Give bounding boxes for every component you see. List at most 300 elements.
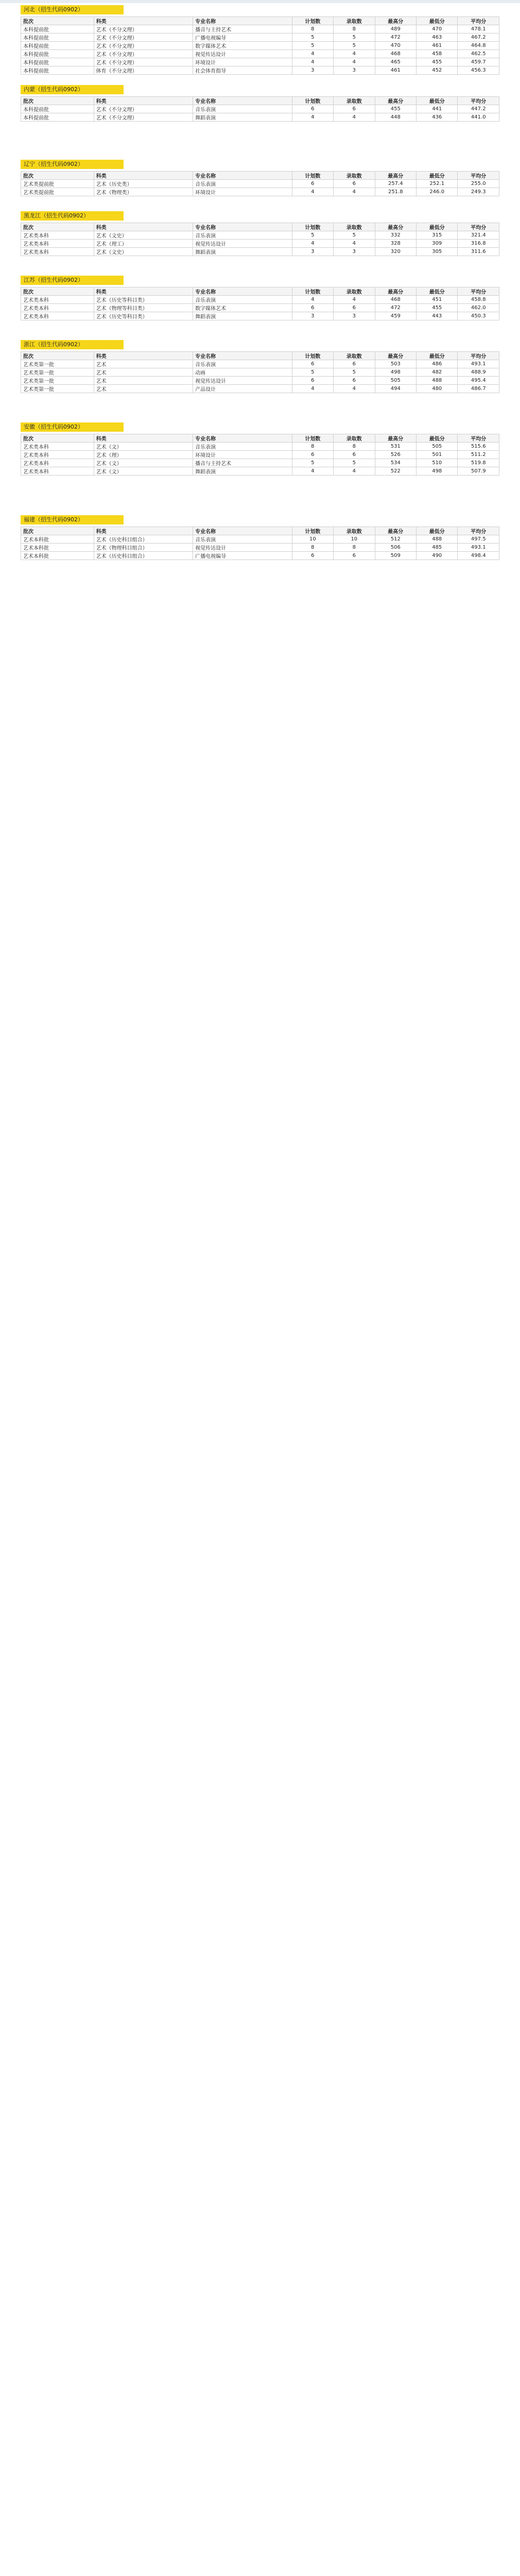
column-header: 计划数 xyxy=(292,352,333,360)
table-cell: 本科提前批 xyxy=(21,105,94,113)
column-header: 最高分 xyxy=(375,17,416,25)
table-cell: 艺术（文） xyxy=(94,443,193,451)
table-cell: 3 xyxy=(292,312,333,320)
top-band xyxy=(0,0,520,3)
column-header: 计划数 xyxy=(292,434,333,443)
table-cell: 视觉传达设计 xyxy=(193,50,292,58)
table-cell: 6 xyxy=(334,360,375,368)
column-header: 最低分 xyxy=(417,527,458,535)
table-cell: 6 xyxy=(334,451,375,459)
table-cell: 489 xyxy=(375,25,416,33)
table-cell: 509 xyxy=(375,552,416,560)
header-row xyxy=(21,352,499,360)
table-cell: 436 xyxy=(417,113,458,122)
table-cell: 6 xyxy=(292,552,333,560)
column-header: 平均分 xyxy=(458,434,499,443)
table-cell: 505 xyxy=(417,443,458,451)
column-header: 录取数 xyxy=(334,352,375,360)
table-cell: 458.8 xyxy=(458,296,499,304)
table-row xyxy=(21,312,499,320)
table-cell: 501 xyxy=(417,451,458,459)
table-cell: 艺术 xyxy=(94,385,193,393)
table-cell: 艺术类本科 xyxy=(21,231,94,240)
table-cell: 515.6 xyxy=(458,443,499,451)
table-cell: 8 xyxy=(334,443,375,451)
table-cell: 316.8 xyxy=(458,240,499,248)
table-cell: 艺术（理） xyxy=(94,451,193,459)
column-header: 批次 xyxy=(21,527,94,535)
column-header: 录取数 xyxy=(334,287,375,296)
table-cell: 455 xyxy=(375,105,416,113)
table-cell: 本科提前批 xyxy=(21,42,94,50)
table-cell: 艺术（不分文理） xyxy=(94,42,193,50)
table-row xyxy=(21,296,499,304)
table-row xyxy=(21,368,499,377)
table-cell: 246.0 xyxy=(417,188,458,196)
table-cell: 255.0 xyxy=(458,180,499,188)
header-row xyxy=(21,527,499,535)
column-header: 平均分 xyxy=(458,527,499,535)
table-row xyxy=(21,188,499,196)
table-cell: 艺术类第一批 xyxy=(21,368,94,377)
column-header: 科类 xyxy=(94,97,193,105)
table-cell: 486 xyxy=(417,360,458,368)
table-row xyxy=(21,58,499,66)
table-cell: 产品设计 xyxy=(193,385,292,393)
table-cell: 249.3 xyxy=(458,188,499,196)
table-cell: 艺术 xyxy=(94,368,193,377)
table-row xyxy=(21,360,499,368)
column-header: 科类 xyxy=(94,17,193,25)
column-header: 平均分 xyxy=(458,223,499,231)
table-cell: 艺术（不分文理） xyxy=(94,58,193,66)
column-header: 最高分 xyxy=(375,527,416,535)
table-cell: 503 xyxy=(375,360,416,368)
table-cell: 4 xyxy=(292,385,333,393)
table-cell: 462.0 xyxy=(458,304,499,312)
table-cell: 5 xyxy=(334,42,375,50)
table-cell: 488.9 xyxy=(458,368,499,377)
column-header: 科类 xyxy=(94,352,193,360)
section-table xyxy=(21,287,499,320)
section-table xyxy=(21,527,499,560)
table-row xyxy=(21,113,499,122)
column-header: 最低分 xyxy=(417,172,458,180)
table-cell: 艺术类提前批 xyxy=(21,188,94,196)
table-cell: 6 xyxy=(292,451,333,459)
column-header: 最高分 xyxy=(375,352,416,360)
section-table xyxy=(21,171,499,196)
table-cell: 音乐表演 xyxy=(193,231,292,240)
table-cell: 艺术类本科 xyxy=(21,459,94,467)
table-cell: 498 xyxy=(375,368,416,377)
section-title: 安徽（招生代码0902） xyxy=(21,422,124,432)
column-header: 批次 xyxy=(21,172,94,180)
table-cell: 艺术 xyxy=(94,377,193,385)
table-cell: 音乐表演 xyxy=(193,180,292,188)
column-header: 科类 xyxy=(94,287,193,296)
table-cell: 328 xyxy=(375,240,416,248)
table-cell: 5 xyxy=(334,231,375,240)
table-cell: 3 xyxy=(334,312,375,320)
table-cell: 507.9 xyxy=(458,467,499,476)
table-cell: 456.3 xyxy=(458,66,499,75)
section-title: 辽宁（招生代码0902） xyxy=(21,160,124,169)
table-cell: 451 xyxy=(417,296,458,304)
table-cell: 艺术（文史） xyxy=(94,231,193,240)
table-cell: 498.4 xyxy=(458,552,499,560)
table-cell: 艺术（不分文理） xyxy=(94,113,193,122)
table-cell: 6 xyxy=(292,105,333,113)
table-cell: 本科提前批 xyxy=(21,113,94,122)
table-cell: 10 xyxy=(334,535,375,544)
table-row xyxy=(21,248,499,256)
table-cell: 510 xyxy=(417,459,458,467)
table-cell: 数字媒体艺术 xyxy=(193,42,292,50)
table-cell: 6 xyxy=(292,304,333,312)
table-cell: 4 xyxy=(292,240,333,248)
table-cell: 艺术（物理等科目类） xyxy=(94,304,193,312)
section-table xyxy=(21,223,499,256)
table-cell: 艺术本科批 xyxy=(21,535,94,544)
table-cell: 5 xyxy=(292,231,333,240)
table-cell: 4 xyxy=(334,467,375,476)
column-header: 批次 xyxy=(21,97,94,105)
header-row xyxy=(21,97,499,105)
table-row xyxy=(21,66,499,75)
table-cell: 艺术类本科 xyxy=(21,248,94,256)
table-row xyxy=(21,231,499,240)
table-cell: 4 xyxy=(334,58,375,66)
table-cell: 305 xyxy=(417,248,458,256)
table-cell: 艺术类第一批 xyxy=(21,360,94,368)
section-table xyxy=(21,16,499,75)
column-header: 专业名称 xyxy=(193,527,292,535)
column-header: 科类 xyxy=(94,172,193,180)
column-header: 录取数 xyxy=(334,97,375,105)
table-cell: 艺术类本科 xyxy=(21,304,94,312)
column-header: 批次 xyxy=(21,287,94,296)
table-cell: 443 xyxy=(417,312,458,320)
table-cell: 309 xyxy=(417,240,458,248)
section-title: 内蒙（招生代码0902） xyxy=(21,85,124,94)
column-header: 专业名称 xyxy=(193,287,292,296)
table-cell: 4 xyxy=(334,240,375,248)
column-header: 批次 xyxy=(21,17,94,25)
table-cell: 艺术（历史类） xyxy=(94,180,193,188)
table-cell: 505 xyxy=(375,377,416,385)
table-cell: 音乐表演 xyxy=(193,360,292,368)
table-cell: 448 xyxy=(375,113,416,122)
table-cell: 本科提前批 xyxy=(21,66,94,75)
table-cell: 512 xyxy=(375,535,416,544)
column-header: 最高分 xyxy=(375,172,416,180)
column-header: 录取数 xyxy=(334,223,375,231)
table-cell: 本科提前批 xyxy=(21,25,94,33)
table-cell: 3 xyxy=(292,66,333,75)
column-header: 计划数 xyxy=(292,97,333,105)
table-cell: 486.7 xyxy=(458,385,499,393)
column-header: 最低分 xyxy=(417,17,458,25)
table-cell: 464.8 xyxy=(458,42,499,50)
section-title: 河北（招生代码0902） xyxy=(21,5,124,14)
table-cell: 4 xyxy=(334,385,375,393)
column-header: 录取数 xyxy=(334,17,375,25)
table-cell: 艺术（文史） xyxy=(94,248,193,256)
table-cell: 艺术（文） xyxy=(94,467,193,476)
header-row xyxy=(21,434,499,443)
column-header: 批次 xyxy=(21,223,94,231)
table-cell: 艺术类提前批 xyxy=(21,180,94,188)
table-cell: 494 xyxy=(375,385,416,393)
table-cell: 488 xyxy=(417,377,458,385)
table-cell: 环境设计 xyxy=(193,58,292,66)
table-cell: 478.1 xyxy=(458,25,499,33)
table-cell: 252.1 xyxy=(417,180,458,188)
table-cell: 461 xyxy=(375,66,416,75)
table-cell: 艺术（物理类） xyxy=(94,188,193,196)
column-header: 科类 xyxy=(94,434,193,443)
table-cell: 4 xyxy=(334,296,375,304)
table-cell: 艺术本科批 xyxy=(21,544,94,552)
table-cell: 4 xyxy=(292,188,333,196)
table-cell: 531 xyxy=(375,443,416,451)
table-cell: 艺术类本科 xyxy=(21,467,94,476)
table-cell: 艺术类本科 xyxy=(21,451,94,459)
table-cell: 5 xyxy=(292,368,333,377)
table-cell: 8 xyxy=(292,25,333,33)
column-header: 专业名称 xyxy=(193,17,292,25)
table-cell: 472 xyxy=(375,33,416,42)
table-cell: 8 xyxy=(292,544,333,552)
table-row xyxy=(21,377,499,385)
table-cell: 493.1 xyxy=(458,360,499,368)
table-cell: 5 xyxy=(334,368,375,377)
table-cell: 本科提前批 xyxy=(21,58,94,66)
table-cell: 艺术类本科 xyxy=(21,296,94,304)
table-cell: 5 xyxy=(292,42,333,50)
table-cell: 3 xyxy=(334,248,375,256)
table-row xyxy=(21,535,499,544)
table-cell: 459 xyxy=(375,312,416,320)
table-cell: 6 xyxy=(292,377,333,385)
header-row xyxy=(21,287,499,296)
column-header: 录取数 xyxy=(334,172,375,180)
section-table xyxy=(21,351,499,393)
column-header: 专业名称 xyxy=(193,97,292,105)
column-header: 专业名称 xyxy=(193,434,292,443)
table-cell: 526 xyxy=(375,451,416,459)
table-cell: 5 xyxy=(334,33,375,42)
column-header: 专业名称 xyxy=(193,352,292,360)
column-header: 科类 xyxy=(94,223,193,231)
column-header: 最高分 xyxy=(375,434,416,443)
table-cell: 4 xyxy=(334,113,375,122)
table-cell: 艺术（历史等科目类） xyxy=(94,312,193,320)
table-cell: 470 xyxy=(417,25,458,33)
column-header: 平均分 xyxy=(458,352,499,360)
table-cell: 音乐表演 xyxy=(193,535,292,544)
table-cell: 462.5 xyxy=(458,50,499,58)
table-cell: 320 xyxy=(375,248,416,256)
section-title: 江苏（招生代码0902） xyxy=(21,276,124,285)
table-cell: 480 xyxy=(417,385,458,393)
table-cell: 495.4 xyxy=(458,377,499,385)
table-cell: 5 xyxy=(292,33,333,42)
table-row xyxy=(21,33,499,42)
table-cell: 体育（不分文理） xyxy=(94,66,193,75)
table-cell: 艺术（物理科目组合） xyxy=(94,544,193,552)
section-table xyxy=(21,434,499,476)
table-cell: 6 xyxy=(334,180,375,188)
column-header: 平均分 xyxy=(458,287,499,296)
column-header: 专业名称 xyxy=(193,223,292,231)
table-row xyxy=(21,459,499,467)
table-cell: 3 xyxy=(334,66,375,75)
column-header: 最低分 xyxy=(417,287,458,296)
column-header: 最高分 xyxy=(375,97,416,105)
table-cell: 艺术类第一批 xyxy=(21,385,94,393)
table-cell: 5 xyxy=(292,459,333,467)
table-cell: 音乐表演 xyxy=(193,443,292,451)
table-cell: 468 xyxy=(375,296,416,304)
table-cell: 6 xyxy=(292,180,333,188)
table-cell: 10 xyxy=(292,535,333,544)
table-cell: 4 xyxy=(292,50,333,58)
table-cell: 艺术（历史科目组合） xyxy=(94,552,193,560)
table-cell: 257.4 xyxy=(375,180,416,188)
table-cell: 艺术本科批 xyxy=(21,552,94,560)
table-cell: 艺术类本科 xyxy=(21,443,94,451)
table-row xyxy=(21,443,499,451)
table-cell: 音乐表演 xyxy=(193,296,292,304)
table-cell: 广播电视编导 xyxy=(193,552,292,560)
column-header: 计划数 xyxy=(292,172,333,180)
table-cell: 3 xyxy=(292,248,333,256)
table-cell: 艺术 xyxy=(94,360,193,368)
column-header: 最低分 xyxy=(417,97,458,105)
table-row xyxy=(21,50,499,58)
table-cell: 舞蹈表演 xyxy=(193,312,292,320)
table-cell: 459.7 xyxy=(458,58,499,66)
table-cell: 6 xyxy=(292,360,333,368)
table-cell: 艺术（历史科目组合） xyxy=(94,535,193,544)
table-row xyxy=(21,552,499,560)
table-cell: 6 xyxy=(334,552,375,560)
table-cell: 458 xyxy=(417,50,458,58)
table-cell: 511.2 xyxy=(458,451,499,459)
column-header: 最低分 xyxy=(417,223,458,231)
table-cell: 视觉传达设计 xyxy=(193,377,292,385)
table-cell: 315 xyxy=(417,231,458,240)
table-row xyxy=(21,105,499,113)
table-cell: 4 xyxy=(292,58,333,66)
table-cell: 环境设计 xyxy=(193,451,292,459)
table-cell: 311.6 xyxy=(458,248,499,256)
table-cell: 455 xyxy=(417,304,458,312)
table-cell: 艺术（历史等科目类） xyxy=(94,296,193,304)
table-cell: 461 xyxy=(417,42,458,50)
table-cell: 8 xyxy=(334,544,375,552)
table-cell: 视觉传达设计 xyxy=(193,544,292,552)
section-table xyxy=(21,96,499,122)
table-row xyxy=(21,25,499,33)
table-row xyxy=(21,42,499,50)
table-row xyxy=(21,180,499,188)
table-row xyxy=(21,451,499,459)
table-cell: 321.4 xyxy=(458,231,499,240)
table-cell: 506 xyxy=(375,544,416,552)
header-row xyxy=(21,223,499,231)
table-cell: 艺术（不分文理） xyxy=(94,105,193,113)
column-header: 计划数 xyxy=(292,17,333,25)
column-header: 最高分 xyxy=(375,223,416,231)
table-cell: 6 xyxy=(334,105,375,113)
table-row xyxy=(21,467,499,476)
column-header: 平均分 xyxy=(458,172,499,180)
column-header: 专业名称 xyxy=(193,172,292,180)
table-cell: 广播电视编导 xyxy=(193,33,292,42)
table-cell: 艺术（文） xyxy=(94,459,193,467)
column-header: 批次 xyxy=(21,434,94,443)
column-header: 平均分 xyxy=(458,17,499,25)
table-cell: 6 xyxy=(334,304,375,312)
column-header: 最低分 xyxy=(417,352,458,360)
table-cell: 4 xyxy=(292,113,333,122)
column-header: 最低分 xyxy=(417,434,458,443)
table-cell: 音乐表演 xyxy=(193,105,292,113)
column-header: 平均分 xyxy=(458,97,499,105)
table-cell: 470 xyxy=(375,42,416,50)
table-cell: 动画 xyxy=(193,368,292,377)
table-cell: 6 xyxy=(334,377,375,385)
table-cell: 493.1 xyxy=(458,544,499,552)
table-cell: 498 xyxy=(417,467,458,476)
table-row xyxy=(21,385,499,393)
table-cell: 482 xyxy=(417,368,458,377)
table-cell: 舞蹈表演 xyxy=(193,248,292,256)
column-header: 录取数 xyxy=(334,527,375,535)
table-cell: 播音与主持艺术 xyxy=(193,459,292,467)
table-cell: 4 xyxy=(334,50,375,58)
table-cell: 艺术（不分文理） xyxy=(94,25,193,33)
column-header: 批次 xyxy=(21,352,94,360)
table-cell: 485 xyxy=(417,544,458,552)
column-header: 计划数 xyxy=(292,223,333,231)
table-cell: 播音与主持艺术 xyxy=(193,25,292,33)
table-cell: 332 xyxy=(375,231,416,240)
table-cell: 534 xyxy=(375,459,416,467)
table-cell: 455 xyxy=(417,58,458,66)
table-cell: 艺术（不分文理） xyxy=(94,50,193,58)
table-cell: 467.2 xyxy=(458,33,499,42)
section-title: 福建（招生代码0902） xyxy=(21,515,124,524)
table-cell: 舞蹈表演 xyxy=(193,113,292,122)
table-cell: 519.8 xyxy=(458,459,499,467)
table-cell: 4 xyxy=(334,188,375,196)
table-cell: 8 xyxy=(334,25,375,33)
table-cell: 441.0 xyxy=(458,113,499,122)
table-cell: 441 xyxy=(417,105,458,113)
header-row xyxy=(21,17,499,25)
header-row xyxy=(21,172,499,180)
table-cell: 5 xyxy=(334,459,375,467)
column-header: 科类 xyxy=(94,527,193,535)
table-cell: 4 xyxy=(292,467,333,476)
column-header: 计划数 xyxy=(292,527,333,535)
table-cell: 465 xyxy=(375,58,416,66)
table-cell: 490 xyxy=(417,552,458,560)
